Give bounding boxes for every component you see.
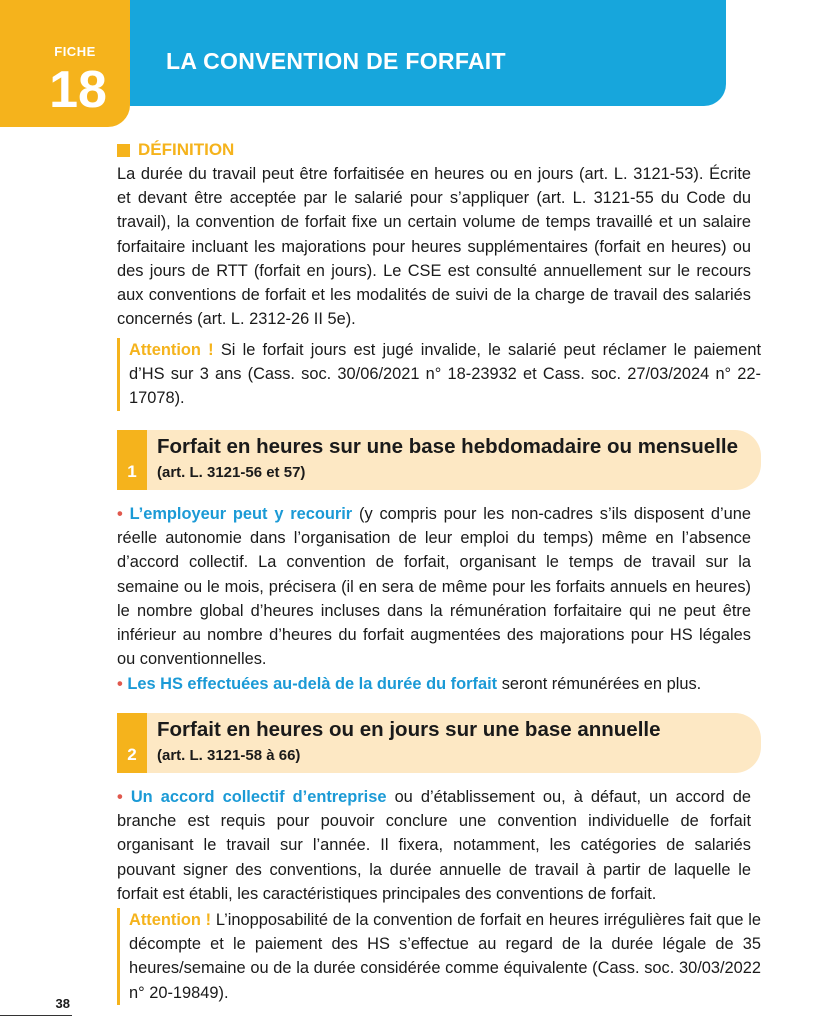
page-number: 38: [55, 996, 70, 1011]
page-title: LA CONVENTION DE FORFAIT: [166, 48, 506, 74]
section-2-bullet-1: • Un accord collectif d’entreprise ou d’établissement ou, à défaut, un accord de branche est requis pour pouvoir conclure une convention individuelle de forfait organisant le travail sur l’année. Il fixera, notamment, les catégories de salariés pouvant signer des conventions, la durée annuelle de travail à partir de laquelle le forfait est établi, les caractéristiques principales des conventions de forfait.: [117, 788, 751, 903]
section-2-attention: [117, 908, 761, 1005]
section-1-bullet-1-lead: L’employeur peut y recourir: [129, 505, 353, 523]
attention-label: Attention !: [129, 911, 212, 929]
section-1-header: [117, 430, 761, 490]
definition-heading: [117, 139, 234, 161]
section-1-bullet-2-text: seront rémunérées en plus.: [501, 675, 702, 693]
definition-text: La durée du travail peut être forfaitisée en heures ou en jours (art. L. 3121-53). Écrite et devant être acceptée par le salarié pour s’appliquer (art. L. 3121-55 du Code du travail), la convention de forfait fixe un certain volume de temps travaillé et un salaire forfaitaire incluant les majorations pour heures supplémentaires (forfait en heures) ou des jours de RTT (forfait en jours). Le CSE est consulté annuellement sur le recours aux conventions de forfait et les modalités de suivi de la charge de travail des salariés concernés (art. L. 2312-26 II 5e).: [117, 165, 751, 329]
section-1-bullet-1-text: (y compris pour les non-cadres s’ils disposent d’une réelle autonomie dans l’organisation de leur emploi du temps) même en l’absence d’accord collectif. La convention de forfait, organisant le temps de travail sur la semaine ou le mois, précisera (il en sera de même pour les forfaits annuels en heures) le nombre global d’heures incluses dans la rémunération forfaitaire qui ne peut être inférieur au nombre d’heures du forfait augmentées des majorations pour HS légales ou conventionnelles.: [117, 505, 751, 669]
definition-title: DÉFINITION: [138, 140, 235, 159]
section-2-header: [117, 713, 761, 773]
section-1-bullet-1: • L’employeur peut y recourir (y compris pour les non-cadres s’ils disposent d’une réelle autonomie dans l’organisation de leur emploi du temps) même en l’absence d’accord collectif. La convention de forfait, organisant le temps de travail sur la semaine ou le mois, précisera (il en sera de même pour les forfaits annuels en heures) le nombre global d’heures incluses dans la rémunération forfaitaire qui ne peut être inférieur au nombre d’heures du forfait augmentées des majorations pour HS légales ou conventionnelles.: [117, 505, 751, 669]
section-1-title: Forfait en heures sur une base hebdomadaire ou mensuelle: [157, 435, 738, 458]
section-2-bullet-1-text: ou d’établissement ou, à défaut, un accord de branche est requis pour pouvoir conclure une convention individuelle de forfait organisant le travail sur l’année. Il fixera, notamment, les catégories de salariés pouvant signer des conventions, la durée annuelle de travail à partir de laquelle le forfait est établi, les caractéristiques principales des conventions de forfait.: [117, 788, 751, 903]
section-1-number: 1: [117, 430, 147, 490]
section-2-title: Forfait en heures ou en jours sur une base annuelle: [157, 718, 661, 741]
footer-divider: [0, 1015, 72, 1016]
square-bullet-icon: [117, 144, 130, 157]
fiche-label: FICHE: [54, 44, 96, 59]
section-2-subtitle: (art. L. 3121-58 à 66): [157, 747, 301, 764]
fiche-number: 18: [49, 61, 107, 119]
definition-attention: [117, 338, 761, 411]
attention-label: Attention !: [129, 341, 214, 359]
section-2-bullet-1-lead: Un accord collectif d’entreprise: [130, 788, 387, 806]
title-bar: [130, 0, 726, 106]
attention-text: Si le forfait jours est jugé invalide, le salarié peut réclamer le paiement d’HS sur 3 ans (Cass. soc. 30/06/2021 n° 18-23932 et Cass. soc. 27/03/2024 n° 22-17078).: [129, 341, 761, 408]
section-1-subtitle: (art. L. 3121-56 et 57): [157, 464, 306, 481]
section-2-number: 2: [117, 713, 147, 773]
section-1-bullet-2-lead: Les HS effectuées au-delà de la durée du forfait: [127, 675, 498, 693]
attention-text: L’inopposabilité de la convention de forfait en heures irrégulières fait que le décompte et le paiement des HS s’effectue au regard de la durée légale de 35 heures/semaine ou de la durée considérée comme équivalente (Cass. soc. 30/03/2022 n° 20-19849).: [129, 911, 761, 1002]
section-1-bullet-2: • Les HS effectuées au-delà de la durée du forfait seront rémunérées en plus.: [117, 675, 702, 693]
